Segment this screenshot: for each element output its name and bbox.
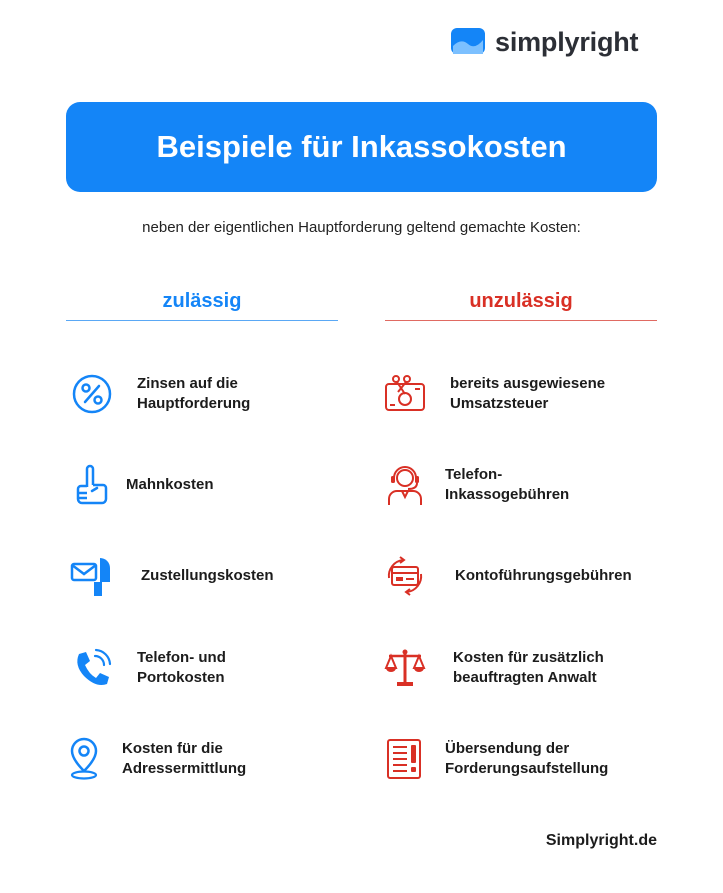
footer-url: Simplyright.de: [545, 832, 657, 849]
brand-name: simplyright: [495, 26, 639, 57]
page-title: Beispiele für Inkassokosten: [156, 129, 567, 164]
not-allowed-item: [383, 737, 608, 781]
document-alert-icon: [383, 737, 427, 781]
not-allowed-item: [383, 372, 605, 416]
not-allowed-item: [383, 646, 604, 690]
not-allowed-divider: [385, 320, 657, 321]
not-allowed-heading: unzulässig: [469, 290, 573, 312]
item-label: Zustellungskosten: [141, 567, 274, 584]
allowed-divider: [66, 320, 338, 321]
percent-icon: [70, 372, 114, 416]
not-allowed-item: [383, 463, 569, 507]
tax-bill-icon: [383, 372, 427, 416]
logo-icon: [449, 26, 487, 58]
allowed-item: [70, 554, 274, 598]
item-label: Kosten für zusätzlich beauftragten Anwalt: [453, 649, 604, 686]
phone-icon: [70, 646, 114, 690]
item-label: Übersendung der Forderungsaufstellung: [445, 740, 609, 777]
allowed-item: [70, 646, 226, 690]
not-allowed-item: [383, 554, 632, 598]
pointing-hand-icon: [70, 463, 114, 507]
item-label: Kosten für die Adressermittlung: [122, 740, 247, 777]
item-label: Telefon- Inkassogebühren: [445, 466, 570, 503]
brand-logo: [449, 26, 638, 58]
location-pin-icon: [62, 737, 106, 781]
item-label: Zinsen auf die Hauptforderung: [137, 375, 251, 412]
allowed-item: [70, 372, 250, 416]
item-label: Kontoführungsgebühren: [455, 567, 632, 584]
allowed-item: [62, 737, 246, 781]
item-label: Mahnkosten: [126, 476, 214, 493]
mailbox-icon: [70, 554, 114, 598]
item-label: Telefon- und Portokosten: [137, 649, 226, 686]
title-banner: [66, 102, 657, 192]
subtitle: neben der eigentlichen Hauptforderung geltend gemachte Kosten:: [142, 219, 581, 236]
allowed-heading: zulässig: [162, 290, 242, 312]
allowed-item: [70, 463, 214, 507]
item-label: bereits ausgewiesene Umsatzsteuer: [450, 375, 606, 412]
scales-icon: [383, 646, 427, 690]
call-agent-icon: [383, 463, 427, 507]
card-transfer-icon: [383, 554, 427, 598]
